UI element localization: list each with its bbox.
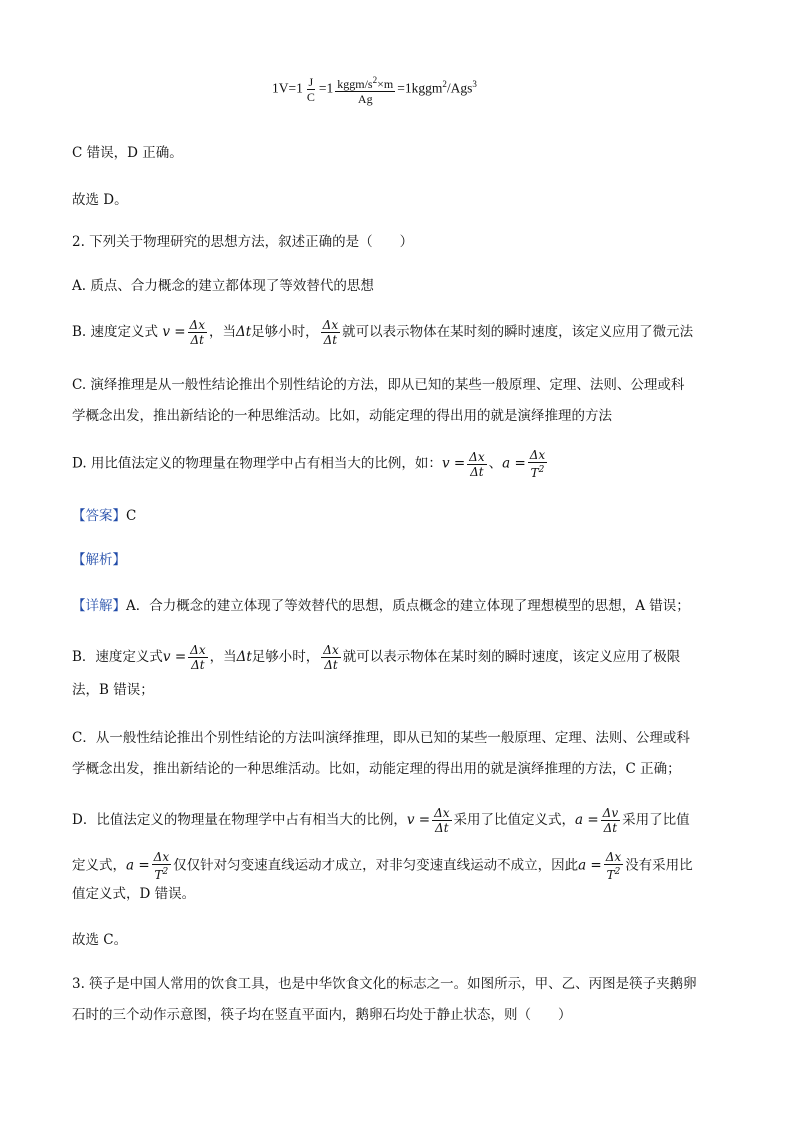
detail-d-line3: 值定义式，D 错误。: [72, 886, 196, 902]
question-2: 2. 下列关于物理研究的思想方法，叙述正确的是（ ）: [72, 234, 414, 250]
option-a: A. 质点、合力概念的建立都体现了等效替代的思想: [72, 278, 374, 294]
question-3-line1: 3. 筷子是中国人常用的饮食工具，也是中华饮食文化的标志之一。如图所示，甲、乙、丙图是筷子夹鹅卵: [72, 976, 697, 992]
detail-d-line2: 定义式，a = $\frac{\Delta x}{T^2}$ 仅仅针对匀变速直线运动才成立，对非匀变速直线运动不成立，因此a = $\frac{\Delta x}{T^2}$ 没有采用比: [72, 850, 693, 882]
option-b: B. 速度定义式 v = $\frac{\Delta x}{\Delta t}$ ，当Δt足够小时， $\frac{\Delta x}{\Delta t}$ 就可以表示物体在某时刻的瞬时速度，该定义应用了微元法: [72, 318, 694, 347]
text-line: 故选 D。: [72, 192, 128, 208]
option-c-line2: 学概念出发，推出新结论的一种思维活动。比如，动能定理的得出用的就是演绎推理的方法: [72, 408, 612, 424]
eq-rhs: =1kg: [397, 80, 426, 96]
eq-mid: =1: [318, 80, 334, 96]
eq-lhs: 1V=1: [272, 80, 303, 96]
text-line: C 错误，D 正确。: [72, 145, 183, 161]
detail-c-line1: C．从一般性结论推出个别性结论的方法叫演绎推理，即从已知的某些一般原理、定理、法则、公理或科: [72, 730, 690, 746]
fraction-dx-dt: $\frac{\Delta x}{\Delta t}$: [322, 318, 339, 347]
analysis-tag: 【解析】: [72, 552, 126, 568]
unit-equation: 1V=1 $\frac{J}{C}$ =1 $\frac{kggm/s^2\times m}{Ag}$ =1kggm$^2$/Ags$^3$: [272, 75, 477, 106]
detail-b-line1: B．速度定义式v = $\frac{\Delta x}{\Delta t}$ ，当Δt足够小时， $\frac{\Delta x}{\Delta t}$ 就可以表示物体在某时刻的瞬时速度，该定义应用了极限: [72, 643, 681, 672]
option-c-line1: C. 演绎推理是从一般性结论推出个别性结论的方法，即从已知的某些一般原理、定理、法则、公理或科: [72, 377, 685, 393]
detail-a: 【详解】A．合力概念的建立体现了等效替代的思想，质点概念的建立体现了理想模型的思想，A 错误；: [72, 598, 690, 614]
fraction-dx-dt: $\frac{\Delta x}{\Delta t}$: [189, 318, 205, 347]
text-line: 故选 C。: [72, 932, 128, 948]
question-3-line2: 石时的三个动作示意图，筷子均在竖直平面内，鹅卵石均处于静止状态，则（ ）: [72, 1007, 572, 1023]
answer: 【答案】C: [72, 508, 137, 524]
detail-c-line2: 学概念出发，推出新结论的一种思维活动。比如，动能定理的得出用的就是演绎推理的方法，C 正确；: [72, 761, 681, 777]
detail-b-line2: 法，B 错误；: [72, 682, 154, 698]
option-d: D. 用比值法定义的物理量在物理学中占有相当大的比例，如：v = $\frac{\Delta x}{\Delta t}$ 、a = $\frac{\Delta x}{T^2}$: [72, 448, 546, 480]
fraction-j-c: $\frac{J}{C}$: [306, 75, 315, 104]
detail-d-line1: D．比值法定义的物理量在物理学中占有相当大的比例，v = $\frac{\Delta x}{\Delta t}$ 采用了比值定义式，a = $\frac{\Delta v}{\Delta t}$ 采用了比值: [72, 806, 690, 835]
fraction-kg: $\frac{kggm/s^2\times m}{Ag}$: [337, 75, 394, 106]
